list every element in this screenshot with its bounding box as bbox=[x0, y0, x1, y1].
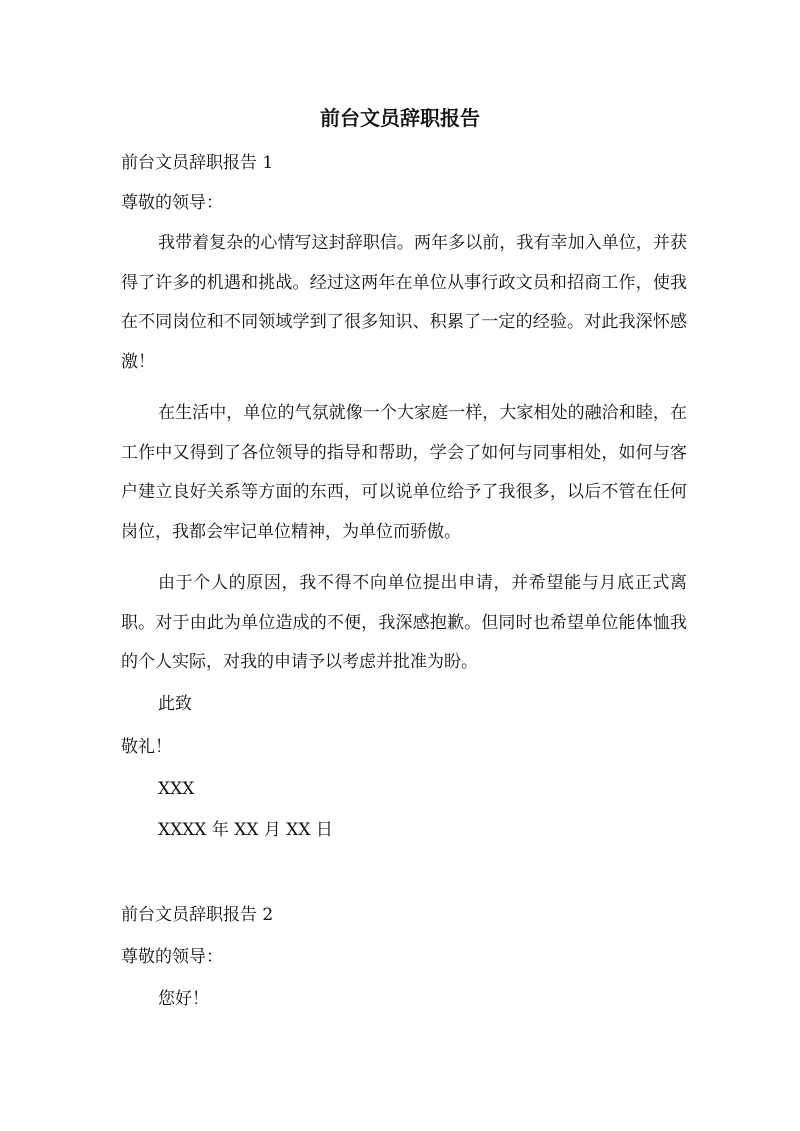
report1-regards: 敬礼！ bbox=[121, 737, 172, 757]
report2-greeting: 您好！ bbox=[158, 989, 209, 1009]
report1-signature: XXX bbox=[158, 779, 195, 799]
document-title: 前台文员辞职报告 bbox=[320, 106, 480, 130]
report1-paragraph-2: 在生活中，单位的气氛就像一个大家庭一样，大家相处的融洽和睦，在工作中又得到了各位领导的指导和帮助，学会了如何与同事相处，如何与客户建立良好关系等方面的东西，可以说单位给予了我很多，以后不管在任何岗位，我都会牢记单位精神，为单位而骄傲。 bbox=[121, 403, 687, 542]
report1-salutation: 尊敬的领导： bbox=[121, 193, 223, 213]
report1-heading: 前台文员辞职报告 1 bbox=[121, 153, 274, 173]
report2-salutation: 尊敬的领导： bbox=[121, 947, 223, 967]
report1-date: XXXX 年 XX 月 XX 日 bbox=[158, 820, 333, 840]
report1-closing: 此致 bbox=[158, 694, 192, 714]
report2-heading: 前台文员辞职报告 2 bbox=[121, 905, 274, 925]
report1-paragraph-3: 由于个人的原因，我不得不向单位提出申请，并希望能与月底正式离职。对于由此为单位造成的不便，我深感抱歉。但同时也希望单位能体恤我的个人实际，对我的申请予以考虑并批准为盼。 bbox=[121, 573, 687, 672]
report1-paragraph-1: 我带着复杂的心情写这封辞职信。两年多以前，我有幸加入单位，并获得了许多的机遇和挑战。经过这两年在单位从事行政文员和招商工作，使我在不同岗位和不同领域学到了很多知识、积累了一定的经验。对此我深怀感激！ bbox=[121, 233, 687, 372]
